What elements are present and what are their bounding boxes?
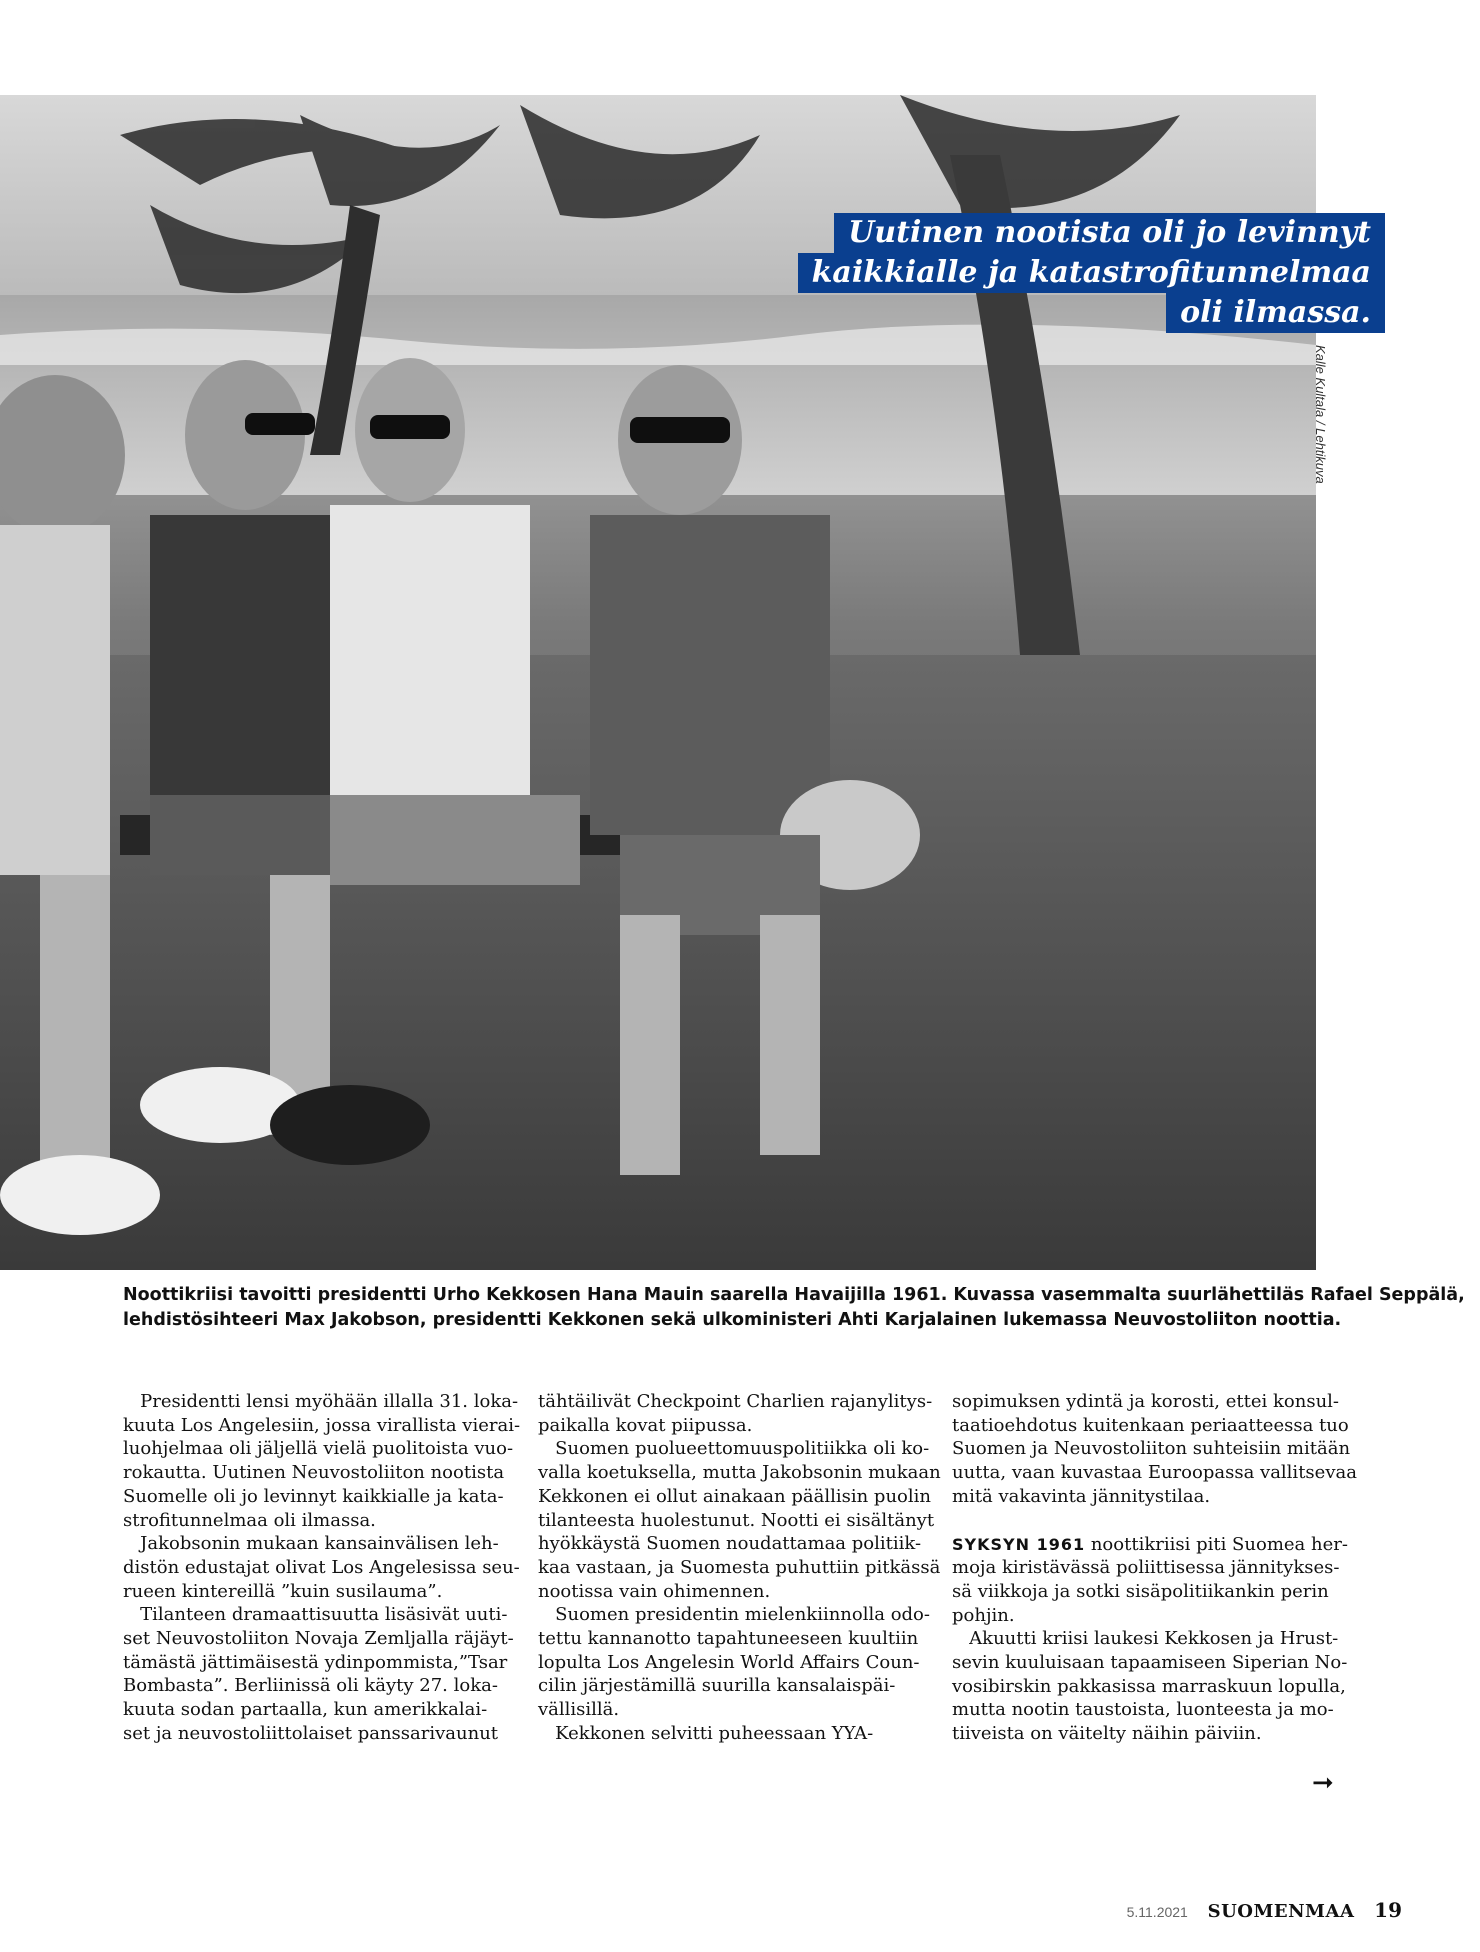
pull-quote-line-2: kaikkialle ja katastrofitunnelmaa bbox=[798, 253, 1385, 293]
article-line: Akuutti kriisi laukesi Kekkosen ja Hrust- bbox=[952, 1628, 1339, 1650]
issue-date: 5.11.2021 bbox=[1126, 1904, 1188, 1920]
photo-caption bbox=[123, 1283, 1465, 1333]
article-line: valla koetuksella, mutta Jakobsonin mukaan bbox=[538, 1462, 941, 1484]
article-line: set ja neuvostoliittolaiset panssarivaunut bbox=[123, 1722, 499, 1744]
article-line: tilanteesta huolestunut. Nootti ei sisältänyt bbox=[538, 1509, 935, 1531]
article-line: sopimuksen ydintä ja korosti, ettei konsul- bbox=[952, 1391, 1339, 1412]
article-line: sevin kuuluisaan tapaamiseen Siperian No- bbox=[952, 1652, 1348, 1674]
caption-line-1: Noottikriisi tavoitti presidentti Urho Kekkosen Hana Mauin saarella Havaijilla 1961. Kuvassa vasemmalta suurlähettiläs Rafael Seppälä, bbox=[123, 1285, 1465, 1305]
article-line: vosibirskin pakkasissa marraskuun lopulla, bbox=[952, 1675, 1346, 1697]
section-lead-line bbox=[952, 1533, 1348, 1557]
article-column-2 bbox=[538, 1390, 941, 1746]
article-line: lopulta Los Angelesin World Affairs Coun- bbox=[538, 1651, 920, 1673]
article-line: pohjin. bbox=[952, 1604, 1015, 1626]
article-line: mitä vakavinta jännitystilaa. bbox=[952, 1485, 1211, 1507]
article-line: taatioehdotus kuitenkaan periaatteessa tuo bbox=[952, 1414, 1349, 1436]
section-lead-rest: noottikriisi piti Suomea her- bbox=[1085, 1533, 1348, 1555]
article-line: uutta, vaan kuvastaa Euroopassa vallitsevaa bbox=[952, 1462, 1357, 1484]
article-line: tämästä jättimäisestä ydinpommista,”Tsar bbox=[123, 1651, 508, 1673]
article-line: cilin järjestämillä suurilla kansalaispäi- bbox=[538, 1675, 896, 1697]
article-line: Suomelle oli jo levinnyt kaikkialle ja kata- bbox=[123, 1485, 504, 1507]
article-line: tähtäilivät Checkpoint Charlien rajanylitys- bbox=[538, 1391, 933, 1412]
caption-line-2: lehdistösihteeri Max Jakobson, presidentti Kekkonen sekä ulkoministeri Ahti Karjalainen lukemassa Neuvostoliiton noottia. bbox=[123, 1310, 1342, 1330]
article-line: sä viikkoja ja sotki sisäpolitiikankin perin bbox=[952, 1580, 1329, 1602]
article-line: Presidentti lensi myöhään illalla 31. loka- bbox=[123, 1391, 519, 1412]
article-line: rokautta. Uutinen Neuvostoliiton nootista bbox=[123, 1462, 505, 1484]
article-line: Kekkonen selvitti puheessaan YYA- bbox=[538, 1722, 874, 1744]
article-line: Suomen puolueettomuuspolitiikka oli ko- bbox=[538, 1438, 930, 1460]
article-line: Kekkonen ei ollut ainakaan päällisin puolin bbox=[538, 1485, 931, 1507]
article-line: tettu kannanotto tapahtuneeseen kuultiin bbox=[538, 1628, 919, 1650]
article-line: kaa vastaan, ja Suomesta puhuttiin pitkässä bbox=[538, 1556, 941, 1578]
section-lead: SYKSYN 1961 bbox=[952, 1534, 1086, 1554]
article-line: Bombasta”. Berliinissä oli käyty 27. loka- bbox=[123, 1675, 498, 1697]
article-line: hyökkäystä Suomen noudattamaa politiik- bbox=[538, 1533, 922, 1555]
photo-credit: Kalle Kultala / Lehtikuva bbox=[1313, 345, 1328, 484]
article-column-3 bbox=[952, 1390, 1357, 1746]
article-line: kuuta Los Angelesiin, jossa virallista vierai- bbox=[123, 1414, 521, 1436]
article-line: strofitunnelmaa oli ilmassa. bbox=[123, 1509, 376, 1531]
article-line: paikalla kovat piipussa. bbox=[538, 1414, 753, 1436]
article-line: moja kiristävässä poliittisessa jännitykses- bbox=[952, 1557, 1340, 1579]
pull-quote-line-1: Uutinen nootista oli jo levinnyt bbox=[834, 213, 1385, 253]
article-line: rueen kintereillä ”kuin susilauma”. bbox=[123, 1580, 443, 1602]
article-line: mutta nootin taustoista, luonteesta ja mo- bbox=[952, 1699, 1334, 1721]
page-footer bbox=[1127, 1898, 1402, 1922]
article-line: Suomen ja Neuvostoliiton suhteisiin mitään bbox=[952, 1438, 1351, 1460]
article-line: Suomen presidentin mielenkiinnolla odo- bbox=[538, 1604, 930, 1626]
article-line: set Neuvostoliiton Novaja Zemljalla räjäyt- bbox=[123, 1628, 514, 1650]
magazine-name: SUOMENMAA bbox=[1207, 1901, 1355, 1922]
article-column-1 bbox=[123, 1390, 521, 1746]
article-line: vällisillä. bbox=[538, 1699, 620, 1721]
continue-arrow-icon: ➞ bbox=[1312, 1768, 1334, 1798]
article-line: Tilanteen dramaattisuutta lisäsivät uuti- bbox=[123, 1604, 508, 1626]
article-line: nootissa vain ohimennen. bbox=[538, 1580, 771, 1602]
page-number: 19 bbox=[1374, 1898, 1402, 1922]
pull-quote bbox=[798, 213, 1385, 333]
article-line: tiiveista on väitelty näihin päiviin. bbox=[952, 1723, 1262, 1745]
article-line: luohjelmaa oli jäljellä vielä puolitoista vuo- bbox=[123, 1438, 514, 1460]
article-line: Jakobsonin mukaan kansainvälisen leh- bbox=[123, 1533, 499, 1555]
article-line: distön edustajat olivat Los Angelesissa seu- bbox=[123, 1556, 520, 1578]
pull-quote-line-3: oli ilmassa. bbox=[1166, 293, 1385, 333]
article-line: kuuta sodan partaalla, kun amerikkalai- bbox=[123, 1699, 488, 1721]
